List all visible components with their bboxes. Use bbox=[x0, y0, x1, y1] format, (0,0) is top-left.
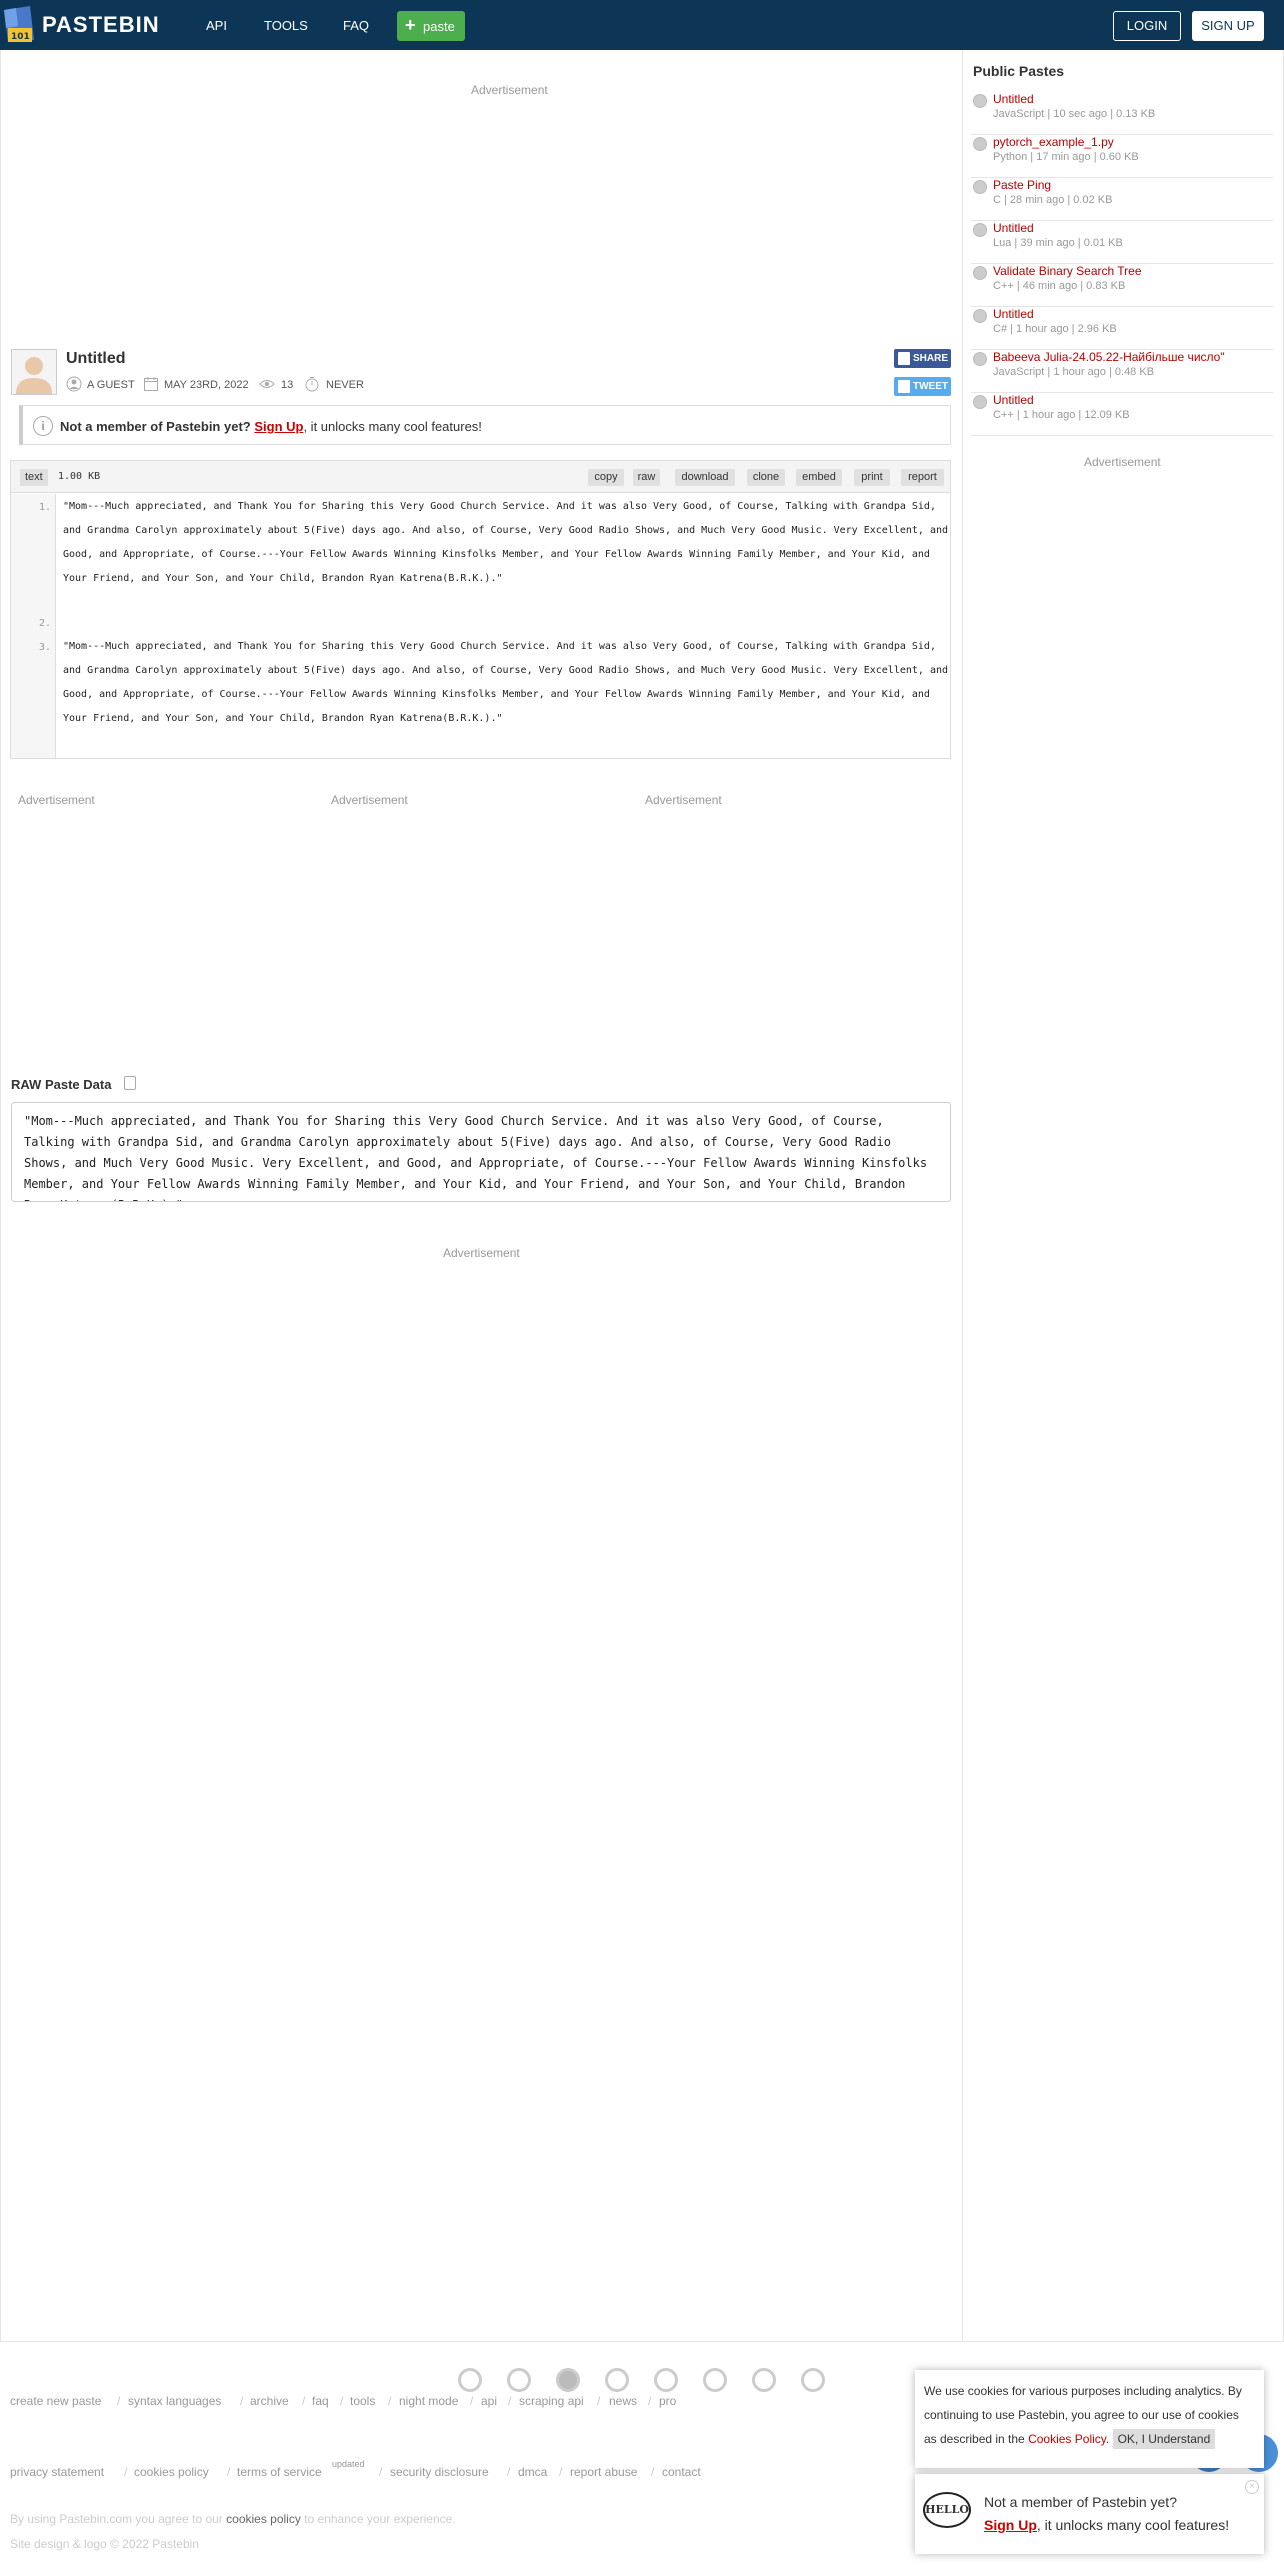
agree-post: to enhance your experience. bbox=[304, 2512, 456, 2526]
promo-rest: , it unlocks many cool features! bbox=[1036, 2517, 1230, 2533]
member-notice bbox=[19, 405, 951, 445]
linux-icon[interactable] bbox=[801, 2368, 825, 2392]
login-button[interactable]: LOGIN bbox=[1113, 11, 1181, 41]
user-icon bbox=[66, 376, 82, 392]
facebook-share-button[interactable] bbox=[894, 349, 951, 368]
download-button[interactable]: download bbox=[675, 469, 735, 486]
globe-icon bbox=[973, 94, 987, 108]
public-paste-item[interactable] bbox=[971, 92, 1273, 135]
public-paste-name[interactable]: Untitled bbox=[993, 221, 1034, 235]
new-paste-button[interactable] bbox=[397, 11, 465, 41]
cookie-ok-button[interactable]: OK, I Understand bbox=[1113, 2429, 1216, 2449]
footer-separator: / bbox=[379, 2465, 383, 2479]
footer-link-terms[interactable]: terms of service bbox=[237, 2465, 322, 2479]
public-paste-meta: JavaScript | 10 sec ago | 0.13 KB bbox=[993, 108, 1156, 120]
cookie-message: We use cookies for various purposes including analytics. By continuing to use Pastebin, you agree to our use of cookies as described in the bbox=[924, 2384, 1242, 2446]
ad-label-sidebar: Advertisement bbox=[1084, 455, 1161, 469]
footer-separator: / bbox=[508, 2394, 512, 2408]
new-paste-label: paste bbox=[423, 19, 455, 34]
footer-separator: / bbox=[470, 2394, 474, 2408]
public-paste-meta: Python | 17 min ago | 0.60 KB bbox=[993, 151, 1139, 163]
nav-faq[interactable]: FAQ bbox=[343, 18, 370, 33]
ad-label-bottom: Advertisement bbox=[443, 1246, 520, 1260]
footer-link-night-mode[interactable]: night mode bbox=[399, 2394, 459, 2408]
footer-link-create[interactable]: create new paste bbox=[10, 2394, 102, 2408]
footer-separator: / bbox=[240, 2394, 244, 2408]
globe-icon bbox=[973, 309, 987, 323]
footer-separator: / bbox=[124, 2465, 128, 2479]
paste-views: 13 bbox=[281, 379, 294, 391]
paste-size: 1.00 KB bbox=[58, 471, 101, 482]
promo-signup-link[interactable]: Sign Up bbox=[984, 2517, 1037, 2533]
guest-avatar bbox=[11, 349, 57, 395]
globe-icon bbox=[973, 137, 987, 151]
public-paste-item[interactable] bbox=[971, 307, 1273, 350]
footer-copyright: Site design & logo © 2022 Pastebin bbox=[10, 2537, 199, 2551]
code-toolbar bbox=[11, 461, 950, 493]
footer-link-api[interactable]: api bbox=[481, 2394, 498, 2408]
agree-pre: By using Pastebin.com you agree to our bbox=[10, 2512, 223, 2526]
ad-label-1: Advertisement bbox=[18, 793, 95, 807]
public-paste-name[interactable]: Untitled bbox=[993, 393, 1034, 407]
globe-icon bbox=[973, 352, 987, 366]
share-label: SHARE bbox=[913, 353, 949, 364]
footer-link-faq[interactable]: faq bbox=[312, 2394, 329, 2408]
report-button[interactable]: report bbox=[901, 469, 944, 486]
sidebar-divider bbox=[962, 50, 963, 2342]
code-line: "Mom---Much appreciated, and Thank You for Sharing this Very Good Church Service. And it was also Very Good, of Course, Talking with Grandpa Sid, and Grandma Carolyn approximately about 5(Five) days ago. And also, of Course, Very Good Radio Shows, and Much Very Good Music. Very Excellent, and Good, and Appropriate, of Course.---Your Fellow Awards Winning Kinsfolks Member, and Your Fellow Awards Winning Family Member, and Your Kid, and Your Friend, and Your Son, and Your Child, Brandon Ryan Katrena(B.R.K.)." bbox=[63, 501, 955, 584]
public-paste-name[interactable]: Untitled bbox=[993, 92, 1034, 106]
hello-speech-bubble-icon: HELLO bbox=[923, 2492, 971, 2528]
logo-text[interactable]: PASTEBIN bbox=[42, 12, 160, 37]
public-paste-meta: C++ | 1 hour ago | 12.09 KB bbox=[993, 409, 1130, 421]
twitter-icon bbox=[898, 380, 910, 393]
public-paste-item[interactable] bbox=[971, 264, 1273, 307]
cookie-policy-link[interactable]: Cookies Policy. bbox=[1028, 2432, 1110, 2446]
copy-icon[interactable] bbox=[124, 1076, 136, 1090]
footer-link-cookies[interactable]: cookies policy bbox=[134, 2465, 209, 2479]
footer-separator: / bbox=[597, 2394, 601, 2408]
raw-paste-textarea[interactable] bbox=[11, 1102, 951, 1202]
windows-icon[interactable] bbox=[605, 2368, 629, 2392]
code-line: "Mom---Much appreciated, and Thank You for Sharing this Very Good Church Service. And it was also Very Good, of Course, Talking with Grandpa Sid, and Grandma Carolyn approximately about 5(Five) days ago. And also, of Course, Very Good Radio Shows, and Much Very Good Music. Very Excellent, and Good, and Appropriate, of Course.---Your Fellow Awards Winning Kinsfolks Member, and Your Fellow Awards Winning Family Member, and Your Kid, and Your Friend, and Your Son, and Your Child, Brandon Ryan Katrena(B.R.K.)." bbox=[63, 641, 955, 724]
footer-link-report-abuse[interactable]: report abuse bbox=[570, 2465, 638, 2479]
twitter-tweet-button[interactable] bbox=[894, 377, 951, 396]
notice-bold: Not a member of Pastebin yet? bbox=[60, 419, 251, 434]
footer-link-archive[interactable]: archive bbox=[250, 2394, 289, 2408]
chrome-icon[interactable] bbox=[458, 2368, 482, 2392]
footer-separator: / bbox=[117, 2394, 121, 2408]
copy-button[interactable]: copy bbox=[588, 469, 624, 486]
public-paste-item[interactable] bbox=[971, 135, 1273, 178]
promo-line-2 bbox=[984, 2517, 1229, 2533]
public-paste-meta: JavaScript | 1 hour ago | 0.48 KB bbox=[993, 366, 1155, 378]
ad-label-top: Advertisement bbox=[471, 83, 548, 97]
info-icon: i bbox=[33, 416, 53, 436]
footer-link-syntax[interactable]: syntax languages bbox=[128, 2394, 222, 2408]
nav-api[interactable]: API bbox=[206, 18, 227, 33]
plus-icon: + bbox=[405, 15, 416, 35]
footer-link-news[interactable]: news bbox=[609, 2394, 638, 2408]
globe-icon bbox=[973, 223, 987, 237]
public-paste-meta: C++ | 46 min ago | 0.83 KB bbox=[993, 280, 1126, 292]
globe-icon bbox=[973, 395, 987, 409]
footer-agree-text bbox=[10, 2512, 456, 2526]
notice-rest: , it unlocks many cool features! bbox=[303, 419, 482, 434]
footer-separator: / bbox=[559, 2465, 563, 2479]
globe-icon bbox=[973, 180, 987, 194]
signup-promo-popup bbox=[915, 2474, 1264, 2554]
ad-label-3: Advertisement bbox=[645, 793, 722, 807]
paste-title: Untitled bbox=[66, 350, 126, 367]
footer-link-privacy[interactable]: privacy statement bbox=[10, 2465, 105, 2479]
public-paste-item[interactable] bbox=[971, 221, 1273, 264]
firefox-icon[interactable] bbox=[507, 2368, 531, 2392]
line-number: 3. bbox=[38, 642, 51, 653]
public-pastes-title: Public Pastes bbox=[973, 63, 1065, 79]
embed-button[interactable]: embed bbox=[796, 469, 842, 486]
eye-icon bbox=[259, 376, 275, 392]
public-paste-name[interactable]: Validate Binary Search Tree bbox=[993, 264, 1142, 278]
tweet-label: TWEET bbox=[913, 381, 948, 392]
footer-link-scraping-api[interactable]: scraping api bbox=[519, 2394, 584, 2408]
top-header bbox=[0, 0, 1284, 50]
public-paste-meta: Lua | 39 min ago | 0.01 KB bbox=[993, 237, 1123, 249]
globe-icon bbox=[973, 266, 987, 280]
public-paste-item[interactable] bbox=[971, 393, 1273, 436]
syntax-language-tag[interactable]: text bbox=[20, 469, 48, 486]
macos-icon[interactable] bbox=[703, 2368, 727, 2392]
footer-separator: / bbox=[340, 2394, 344, 2408]
facebook-icon bbox=[898, 352, 910, 365]
public-paste-item[interactable] bbox=[971, 178, 1273, 221]
public-paste-meta: C# | 1 hour ago | 2.96 KB bbox=[993, 323, 1117, 335]
footer-link-dmca[interactable]: dmca bbox=[518, 2465, 548, 2479]
line-number: 2. bbox=[38, 618, 51, 629]
paste-author[interactable]: A GUEST bbox=[87, 379, 135, 391]
print-button[interactable]: print bbox=[854, 469, 890, 486]
public-paste-item[interactable] bbox=[971, 350, 1273, 393]
footer-link-contact[interactable]: contact bbox=[662, 2465, 701, 2479]
promo-line-1: Not a member of Pastebin yet? bbox=[984, 2494, 1177, 2510]
footer-link-tools[interactable]: tools bbox=[350, 2394, 376, 2408]
footer-separator: / bbox=[227, 2465, 231, 2479]
public-paste-name[interactable]: pytorch_example_1.py bbox=[993, 135, 1114, 149]
footer-separator: / bbox=[507, 2465, 511, 2479]
line-number: 1. bbox=[38, 502, 51, 513]
footer-separator: / bbox=[648, 2394, 652, 2408]
terms-updated-badge: updated bbox=[332, 2459, 365, 2469]
code-box bbox=[10, 460, 955, 759]
cookie-consent-popup bbox=[915, 2370, 1264, 2468]
public-paste-name[interactable]: Untitled bbox=[993, 307, 1034, 321]
signup-button[interactable]: SIGN UP bbox=[1192, 11, 1264, 41]
public-paste-meta: C | 28 min ago | 0.02 KB bbox=[993, 194, 1113, 206]
pastebin-logo-icon[interactable] bbox=[2, 4, 36, 44]
raw-paste-heading: RAW Paste Data bbox=[11, 1077, 112, 1092]
footer-link-pro[interactable]: pro bbox=[659, 2394, 677, 2408]
nav-tools[interactable]: TOOLS bbox=[264, 18, 308, 33]
close-icon[interactable]: × bbox=[1245, 2480, 1259, 2494]
clone-button[interactable]: clone bbox=[747, 469, 785, 486]
paste-date: MAY 23RD, 2022 bbox=[164, 379, 249, 391]
svg-text:101: 101 bbox=[11, 32, 30, 42]
footer-cookies-policy-link[interactable]: cookies policy bbox=[226, 2512, 301, 2526]
public-paste-name[interactable]: Paste Ping bbox=[993, 178, 1052, 192]
calendar-icon bbox=[143, 376, 159, 392]
opera-icon[interactable] bbox=[752, 2368, 776, 2392]
public-paste-name[interactable]: Babeeva Julia-24.05.22-Найбільше число" bbox=[993, 350, 1225, 364]
notice-text bbox=[60, 419, 482, 434]
cookie-text bbox=[924, 2379, 1254, 2451]
notice-signup-link[interactable]: Sign Up bbox=[254, 419, 304, 434]
ad-label-2: Advertisement bbox=[331, 793, 408, 807]
footer-separator: / bbox=[388, 2394, 392, 2408]
footer-separator: / bbox=[302, 2394, 306, 2408]
ios-icon[interactable] bbox=[556, 2368, 580, 2392]
footer-separator: / bbox=[651, 2465, 655, 2479]
raw-button[interactable]: raw bbox=[633, 469, 660, 486]
paste-expire: NEVER bbox=[326, 379, 364, 391]
android-icon[interactable] bbox=[654, 2368, 678, 2392]
footer-link-security[interactable]: security disclosure bbox=[390, 2465, 489, 2479]
expire-icon bbox=[304, 376, 320, 392]
